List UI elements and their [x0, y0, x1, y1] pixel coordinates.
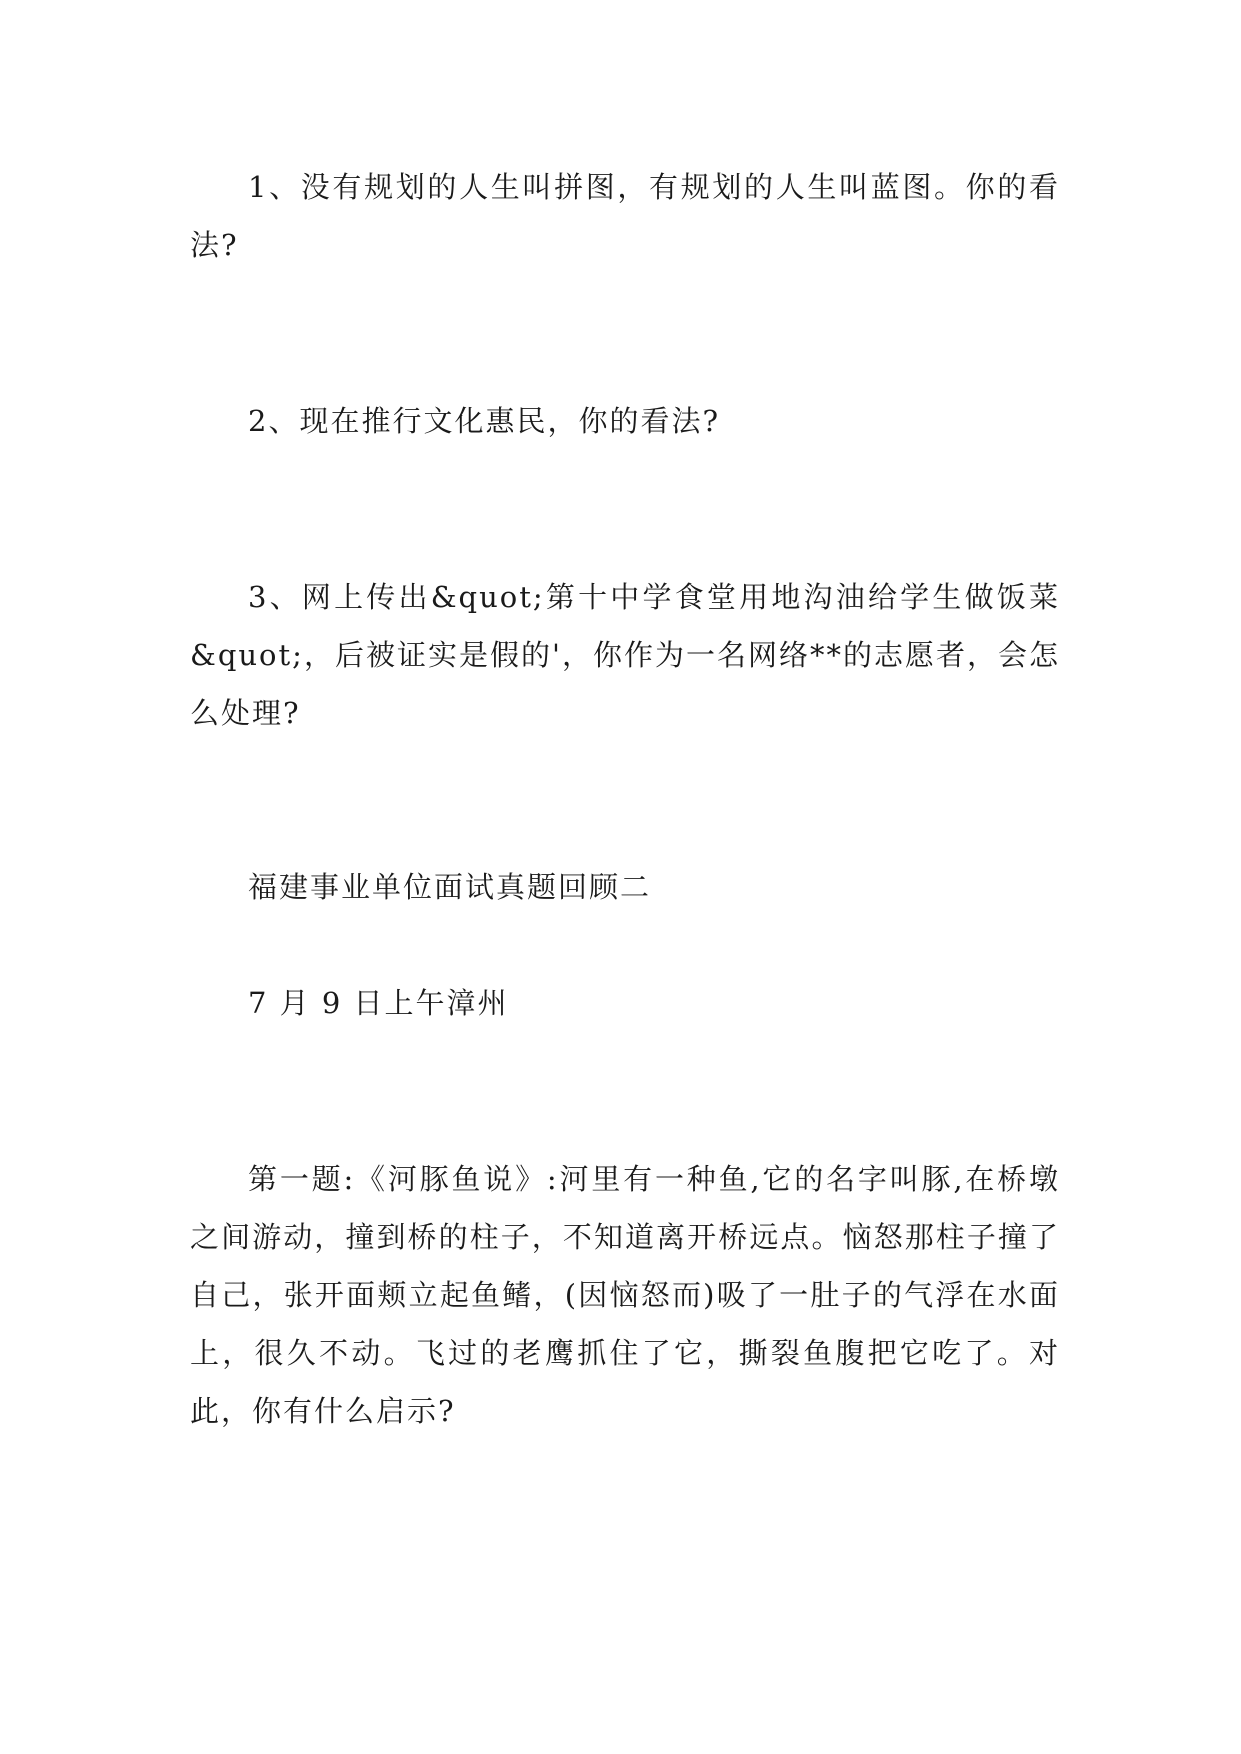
question-3-paragraph: 3、网上传出&quot;第十中学食堂用地沟油给学生做饭菜&quot;，后被证实是假的'，你作为一名网络**的志愿者，会怎么处理?: [190, 580, 1060, 730]
section-heading: 福建事业单位面试真题回顾二: [248, 870, 652, 904]
question-1-paragraph: 1、没有规划的人生叫拼图，有规划的人生叫蓝图。你的看法?: [190, 170, 1060, 262]
question-2-paragraph: 2、现在推行文化惠民，你的看法?: [248, 404, 720, 438]
date-location-line: 7 月 9 日上午漳州: [248, 986, 509, 1020]
question-first-paragraph: 第一题:《河豚鱼说》:河里有一种鱼,它的名字叫豚,在桥墩之间游动，撞到桥的柱子，不知道离开桥远点。恼怒那柱子撞了自己，张开面颊立起鱼鳍，(因恼怒而)吸了一肚子的气浮在水面上，很久不动。飞过的老鹰抓住了它，撕裂鱼腹把它吃了。对此，你有什么启示?: [190, 1162, 1060, 1428]
